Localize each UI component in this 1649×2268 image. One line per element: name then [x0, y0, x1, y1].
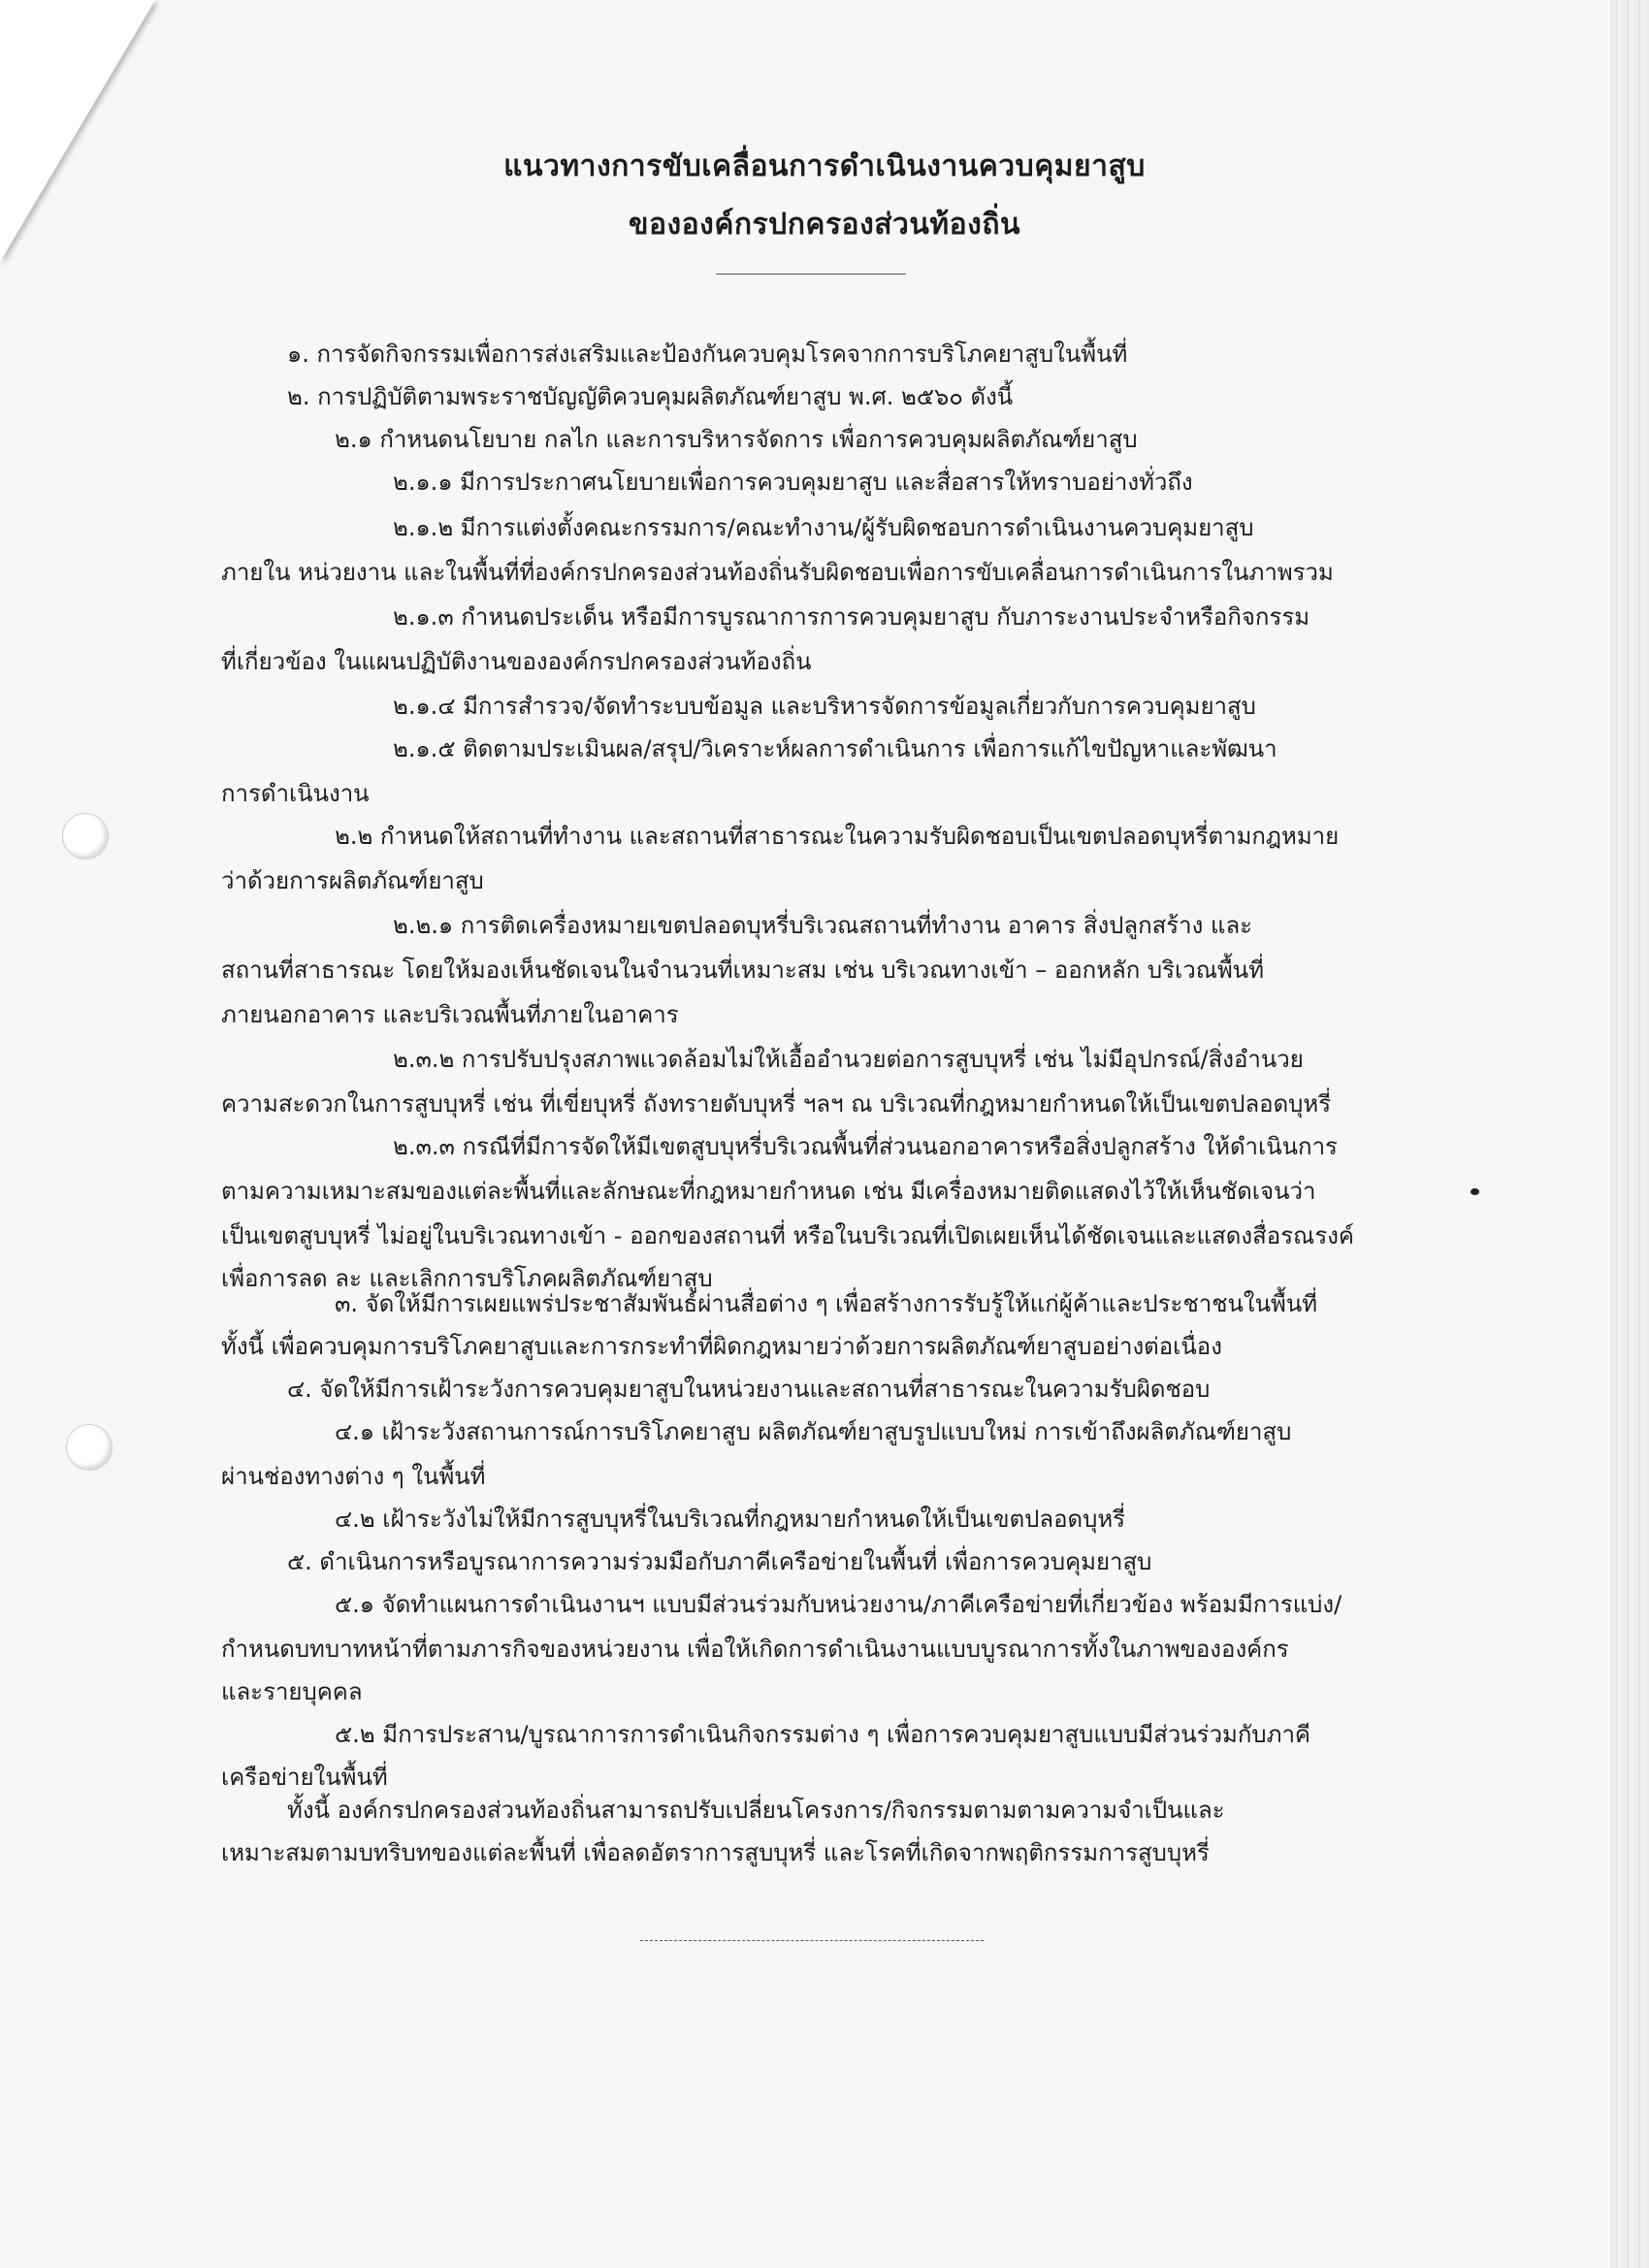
body-line: สถานที่สาธารณะ โดยให้มองเห็นชัดเจนในจำนวนที่เหมาะสม เช่น บริเวณทางเข้า – ออกหลัก บริเวณพื้นที่	[221, 956, 1265, 984]
document-title-line-1: แนวทางการขับเคลื่อนการดำเนินงานควบคุมยาสูบ	[503, 149, 1146, 183]
punch-hole-top	[62, 813, 109, 859]
body-line: ๕.๑ จัดทำแผนการดำเนินงานฯ แบบมีส่วนร่วมกับหน่วยงาน/ภาคีเครือข่ายที่เกี่ยวข้อง พร้อมมีการแบ่ง/	[335, 1591, 1342, 1618]
body-line: ๒.๑.๑ มีการประกาศนโยบายเพื่อการควบคุมยาสูบ และสื่อสารให้ทราบอย่างทั่วถึง	[393, 469, 1193, 496]
body-line: ๒.๓.๒ การปรับปรุงสภาพแวดล้อมไม่ให้เอื้ออำนวยต่อการสูบบุหรี่ เช่น ไม่มีอุปกรณ์/สิ่งอำนวย	[393, 1046, 1304, 1073]
body-line: ที่เกี่ยวข้อง ในแผนปฏิบัติงานขององค์กรปกครองส่วนท้องถิ่น	[221, 648, 812, 675]
body-line: ภายใน หน่วยงาน และในพื้นที่ที่องค์กรปกครองส่วนท้องถิ่นรับผิดชอบเพื่อการขับเคลื่อนการดำเนินการในภาพรวม	[221, 559, 1334, 586]
title-divider	[716, 274, 906, 275]
body-line: ๕.๒ มีการประสาน/บูรณาการการดำเนินกิจกรรมต่าง ๆ เพื่อการควบคุมยาสูบแบบมีส่วนร่วมกับภาคี	[335, 1721, 1310, 1748]
body-line: ทั้งนี้ องค์กรปกครองส่วนท้องถิ่นสามารถปรับเปลี่ยนโครงการ/กิจกรรมตามตามความจำเป็นและ	[287, 1797, 1225, 1824]
body-line: การดำเนินงาน	[221, 780, 370, 807]
body-line: ๒. การปฏิบัติตามพระราชบัญญัติควบคุมผลิตภัณฑ์ยาสูบ พ.ศ. ๒๕๖๐ ดังนี้	[287, 383, 1014, 410]
stacked-page-edges	[1610, 0, 1649, 2268]
body-line: ๑. การจัดกิจกรรมเพื่อการส่งเสริมและป้องกันควบคุมโรคจากการบริโภคยาสูบในพื้นที่	[287, 340, 1128, 368]
body-line: ๒.๑.๓ กำหนดประเด็น หรือมีการบูรณาการการควบคุมยาสูบ กับภาระงานประจำหรือกิจกรรม	[393, 603, 1310, 631]
body-line: เพื่อการลด ละ และเลิกการบริโภคผลิตภัณฑ์ยาสูบ	[221, 1265, 713, 1292]
punch-hole-bottom	[66, 1424, 113, 1471]
body-line: กำหนดบทบาทหน้าที่ตามภารกิจของหน่วยงาน เพื่อให้เกิดการดำเนินงานแบบบูรณาการทั้งในภาพขององค์กร	[221, 1636, 1289, 1663]
body-line: ผ่านช่องทางต่าง ๆ ในพื้นที่	[221, 1463, 486, 1490]
body-line: และรายบุคคล	[221, 1678, 363, 1705]
body-line: ความสะดวกในการสูบบุหรี่ เช่น ที่เขี่ยบุหรี่ ถังทรายดับบุหรี่ ฯลฯ ณ บริเวณที่กฎหมายกำหนดให้เป็นเขตปลอดบุหรี่	[221, 1090, 1332, 1118]
body-line: ภายนอกอาคาร และบริเวณพื้นที่ภายในอาคาร	[221, 1001, 679, 1028]
body-line: ๔.๒ เฝ้าระวังไม่ให้มีการสูบบุหรี่ในบริเวณที่กฎหมายกำหนดให้เป็นเขตปลอดบุหรี่	[335, 1506, 1126, 1533]
body-line: ๒.๒.๑ การติดเครื่องหมายเขตปลอดบุหรี่บริเวณสถานที่ทำงาน อาคาร สิ่งปลูกสร้าง และ	[393, 912, 1253, 939]
body-line: ๒.๑ กำหนดนโยบาย กลไก และการบริหารจัดการ เพื่อการควบคุมผลิตภัณฑ์ยาสูบ	[335, 426, 1138, 453]
body-line: ๓. จัดให้มีการเผยแพร่ประชาสัมพันธ์ผ่านสื่อต่าง ๆ เพื่อสร้างการรับรู้ให้แก่ผู้ค้าและประชาชนในพื้นที่	[335, 1290, 1318, 1317]
body-line: ๕. ดำเนินการหรือบูรณาการความร่วมมือกับภาคีเครือข่ายในพื้นที่ เพื่อการควบคุมยาสูบ	[287, 1548, 1152, 1575]
ink-speck	[1471, 1188, 1479, 1195]
body-line: ๒.๑.๒ มีการแต่งตั้งคณะกรรมการ/คณะทำงาน/ผู้รับผิดชอบการดำเนินงานควบคุมยาสูบ	[393, 514, 1254, 541]
body-line: ทั้งนี้ เพื่อควบคุมการบริโภคยาสูบและการกระทำที่ผิดกฎหมายว่าด้วยการผลิตภัณฑ์ยาสูบอย่างต่อเนื่อง	[221, 1333, 1222, 1360]
body-line: ๒.๒ กำหนดให้สถานที่ทำงาน และสถานที่สาธารณะในความรับผิดชอบเป็นเขตปลอดบุหรี่ตามกฎหมาย	[335, 823, 1340, 850]
end-divider	[640, 1940, 984, 1941]
body-line: ๒.๓.๓ กรณีที่มีการจัดให้มีเขตสูบบุหรี่บริเวณพื้นที่ส่วนนอกอาคารหรือสิ่งปลูกสร้าง ให้ดำเนินการ	[393, 1133, 1338, 1160]
body-line: ๒.๑.๔ มีการสำรวจ/จัดทำระบบข้อมูล และบริหารจัดการข้อมูลเกี่ยวกับการควบคุมยาสูบ	[393, 693, 1256, 720]
body-line: เป็นเขตสูบบุหรี่ ไม่อยู่ในบริเวณทางเข้า - ออกของสถานที่ หรือในบริเวณที่เปิดเผยเห็นได้ชัดเจนและแสดงสื่อรณรงค์	[221, 1222, 1354, 1249]
body-line: ตามความเหมาะสมของแต่ละพื้นที่และลักษณะที่กฎหมายกำหนด เช่น มีเครื่องหมายติดแสดงไว้ให้เห็นชัดเจนว่า	[221, 1178, 1316, 1205]
body-line: เครือข่ายในพื้นที่	[221, 1764, 388, 1791]
body-line: ๔. จัดให้มีการเฝ้าระวังการควบคุมยาสูบในหน่วยงานและสถานที่สาธารณะในความรับผิดชอบ	[287, 1376, 1211, 1403]
document-title-line-2: ขององค์กรปกครองส่วนท้องถิ่น	[628, 208, 1021, 242]
body-line: ๒.๑.๕ ติดตามประเมินผล/สรุป/วิเคราะห์ผลการดำเนินการ เพื่อการแก้ไขปัญหาและพัฒนา	[393, 735, 1277, 762]
body-line: ว่าด้วยการผลิตภัณฑ์ยาสูบ	[221, 867, 484, 894]
body-line: เหมาะสมตามบทริบทของแต่ละพื้นที่ เพื่อลดอัตราการสูบบุหรี่ และโรคที่เกิดจากพฤติกรรมการสูบบุหรี่	[221, 1839, 1210, 1866]
body-line: ๔.๑ เฝ้าระวังสถานการณ์การบริโภคยาสูบ ผลิตภัณฑ์ยาสูบรูปแบบใหม่ การเข้าถึงผลิตภัณฑ์ยาสูบ	[335, 1418, 1292, 1445]
